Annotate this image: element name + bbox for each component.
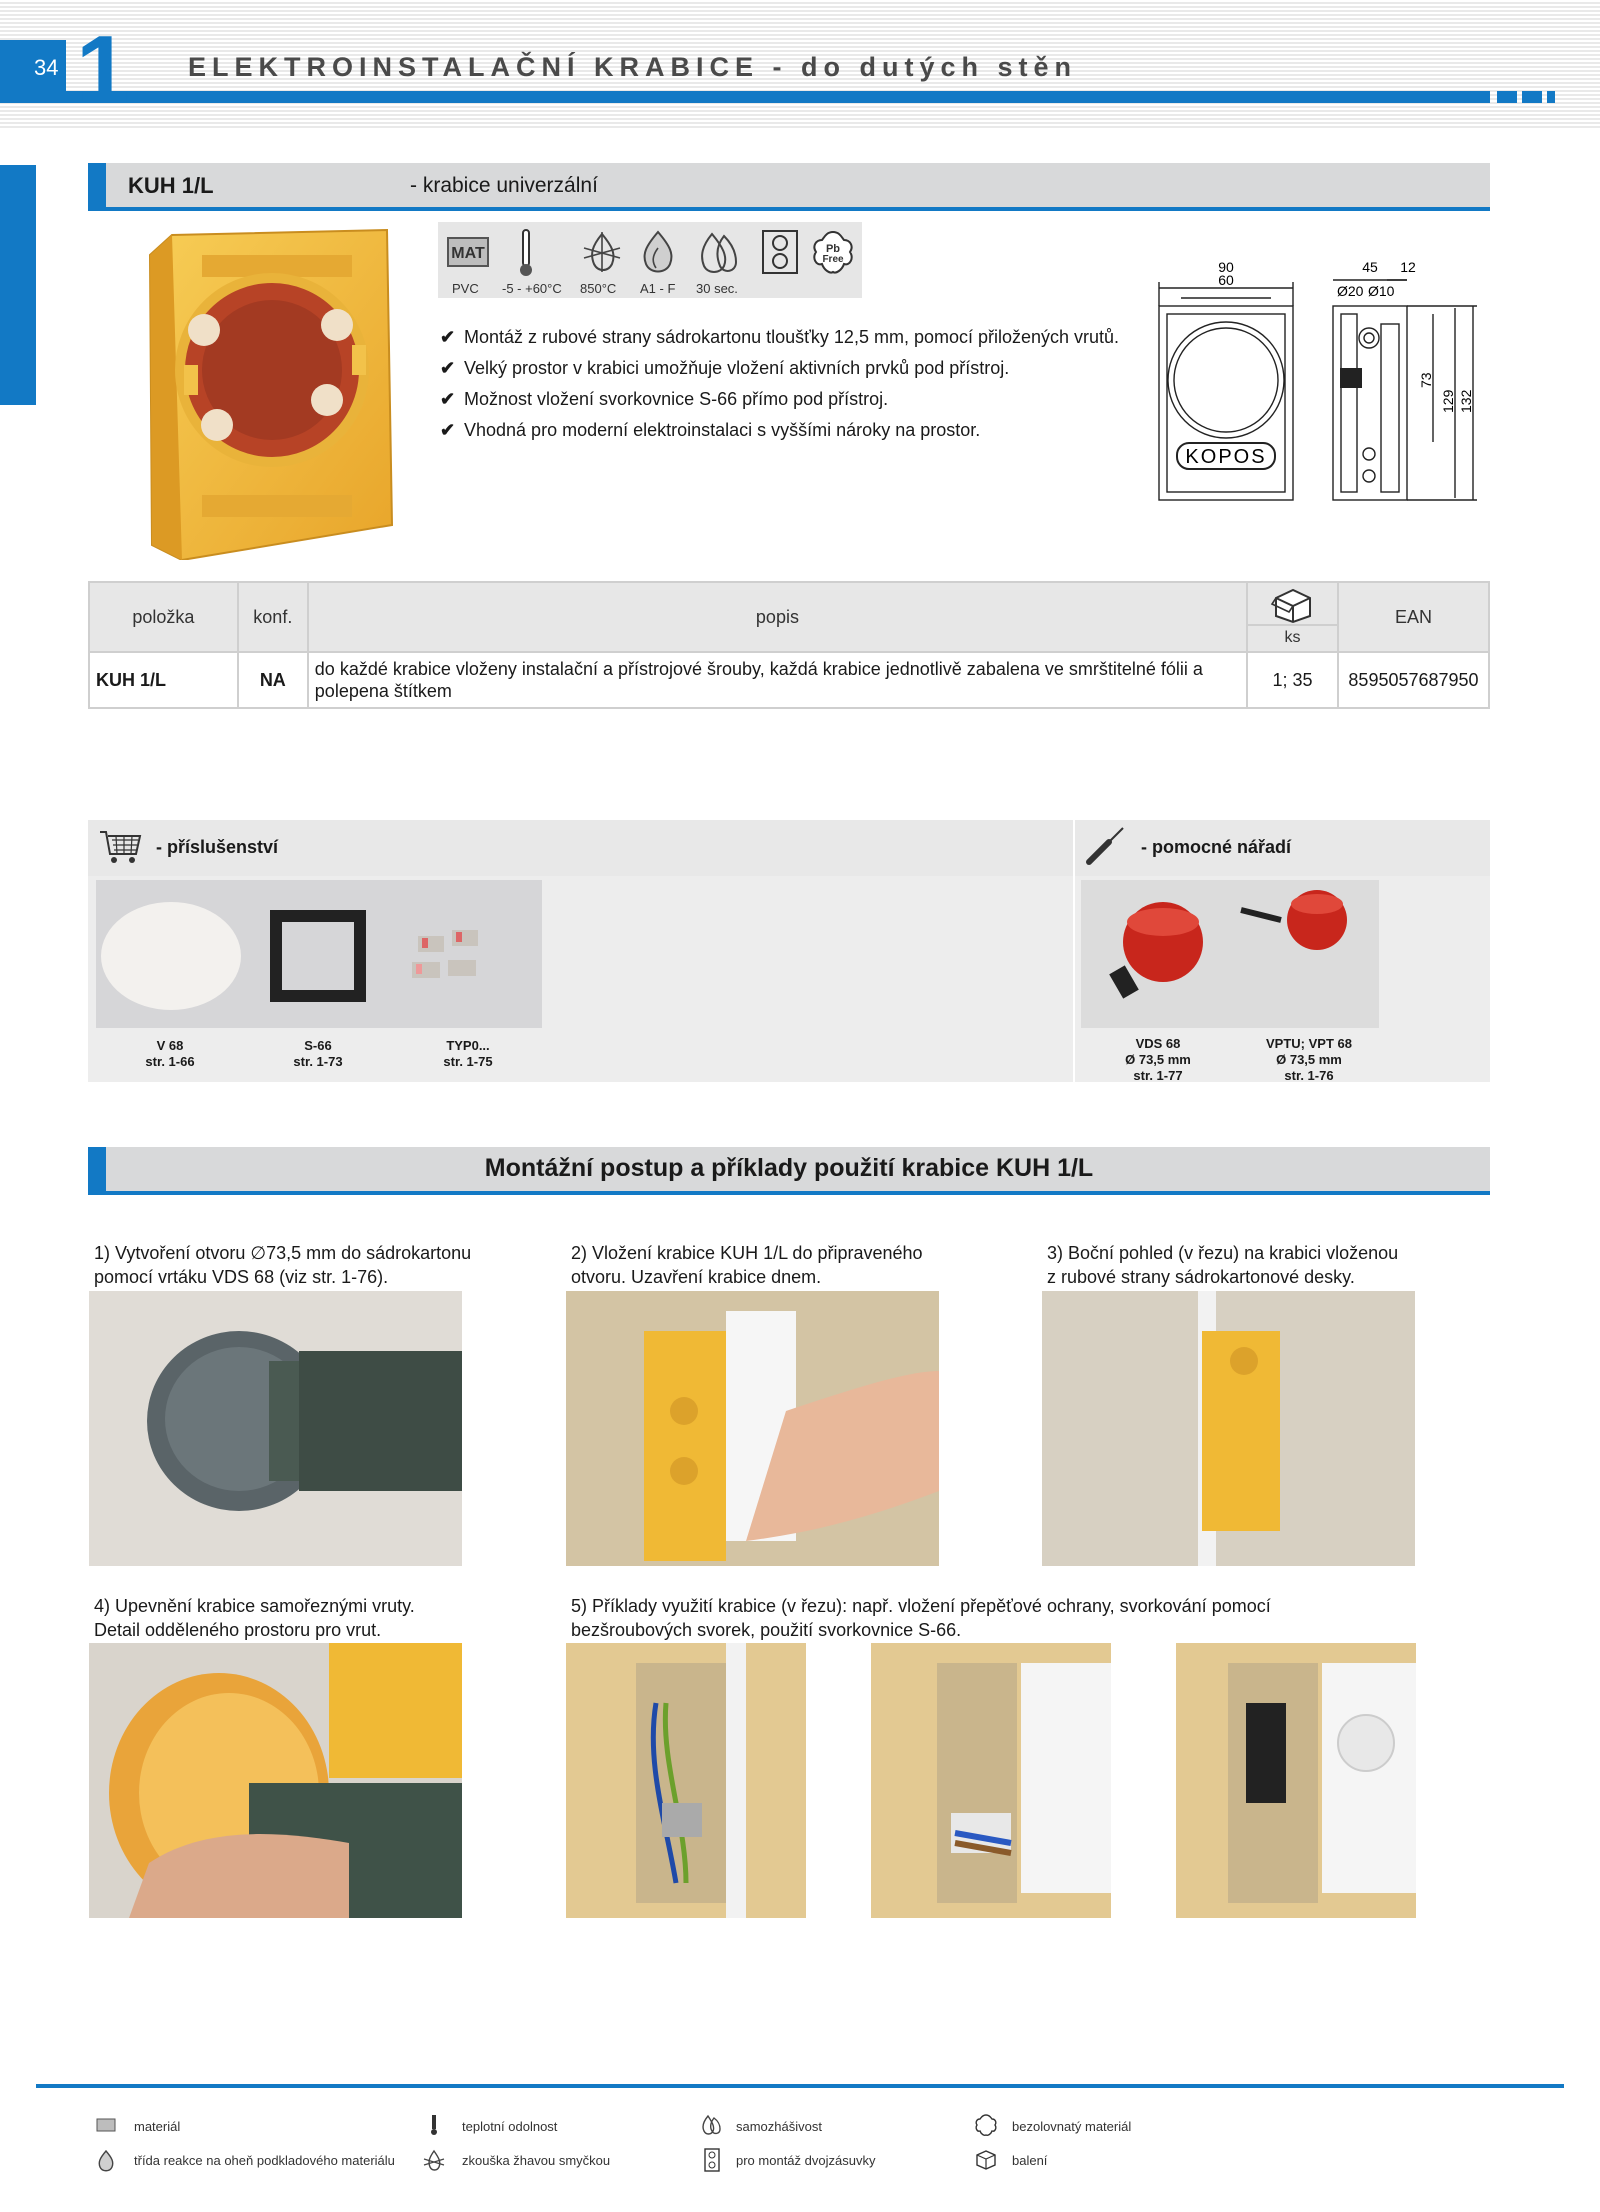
- dim-height-inner: 73: [1418, 372, 1434, 388]
- cell-conf: NA: [238, 652, 308, 708]
- dim-side-width: 45: [1362, 259, 1378, 275]
- hole-saw-vds68-image: [1109, 902, 1203, 999]
- feature-item: [440, 415, 1119, 446]
- assembly-title: Montážní postup a příklady použití krabice KUH 1/L: [484, 1154, 1094, 1182]
- tool-ref: str. 1-76: [1284, 1068, 1334, 1083]
- mat-icon: [444, 228, 492, 276]
- legend-glow-wire: zkouška žhavou smyčkou: [462, 2153, 611, 2168]
- legend-lead-free: bezolovnatý materiál: [1012, 2119, 1132, 2134]
- feature-item: [440, 322, 1119, 353]
- step-caption: [94, 1594, 415, 1642]
- feature-text: Možnost vložení svorkovnice S-66 přímo pod přístroj.: [464, 389, 889, 409]
- dim-side-depth: 12: [1400, 259, 1416, 275]
- double-socket-icon: [760, 228, 800, 276]
- check-icon: ✔: [440, 389, 456, 409]
- step-caption: [94, 1241, 471, 1289]
- accessory-name: TYP0...: [446, 1038, 490, 1053]
- step-line: 1) Vytvoření otvoru ∅73,5 mm do sádrokartonu: [94, 1243, 472, 1263]
- clamps-typ0-image: [412, 930, 478, 978]
- cell-item: KUH 1/L: [89, 652, 238, 708]
- legend-temperature: teplotní odolnost: [462, 2119, 558, 2134]
- terminal-s66-image: [276, 916, 360, 996]
- step-line: z rubové strany sádrokartonové desky.: [1047, 1267, 1355, 1287]
- step-line: bezšroubových svorek, použití svorkovnice S-66.: [571, 1620, 962, 1640]
- tools-body: [1075, 876, 1490, 1082]
- legend-self-extinguish: samozhášivost: [736, 2119, 822, 2134]
- header-square: [1547, 91, 1555, 103]
- header-square: [1522, 91, 1542, 103]
- legend-material: materiál: [134, 2119, 181, 2134]
- dim-height-outer: 132: [1458, 389, 1474, 413]
- tool-caption: [1103, 1036, 1213, 1084]
- accessory-ref: str. 1-73: [293, 1054, 343, 1069]
- tool-name: VPTU; VPT 68: [1266, 1036, 1352, 1051]
- feature-list: [440, 322, 1119, 446]
- flame-icon: [634, 228, 682, 276]
- product-code: KUH 1/L: [128, 173, 214, 198]
- legend-rule: [36, 2084, 1564, 2088]
- accessory-ref: str. 1-75: [443, 1054, 493, 1069]
- thermometer-icon: [430, 2114, 438, 2136]
- product-description: - krabice univerzální: [410, 174, 598, 197]
- feature-text: Velký prostor v krabici umožňuje vložení aktivních prvků pod přístroj.: [464, 358, 1010, 378]
- box-icon: [1270, 586, 1316, 624]
- spec-label-glow-wire: 850°C: [580, 281, 617, 296]
- accessory-name: S-66: [304, 1038, 332, 1053]
- tool-name: VDS 68: [1135, 1036, 1181, 1051]
- dim-hole-small: Ø10: [1368, 283, 1395, 299]
- feature-item: [440, 353, 1119, 384]
- feature-item: [440, 384, 1119, 415]
- legend-packaging: balení: [1012, 2153, 1048, 2168]
- accessories-title: - příslušenství: [156, 837, 279, 857]
- step5c-photo: [1176, 1643, 1416, 1918]
- spec-label-extinguish: 30 sec.: [696, 281, 738, 296]
- thermometer-icon: [516, 228, 536, 278]
- double-socket-icon: [704, 2148, 720, 2172]
- product-table: [88, 581, 1490, 709]
- step5b-photo: [871, 1643, 1111, 1918]
- accessories-body: [88, 876, 1073, 1082]
- step2-photo: [566, 1291, 939, 1566]
- step-line: 4) Upevnění krabice samořeznými vruty.: [94, 1596, 415, 1616]
- dim-hole-large: Ø20: [1337, 283, 1364, 299]
- box-icon: [974, 2148, 998, 2170]
- pb-text: Pb: [825, 243, 841, 255]
- step-line: 3) Boční pohled (v řezu) na krabici vloženou: [1047, 1243, 1399, 1263]
- step-line: otvoru. Uzavření krabice dnem.: [571, 1267, 822, 1287]
- accessory-caption: [420, 1038, 516, 1070]
- screwdriver-icon: [1083, 824, 1127, 868]
- cell-qty: 1; 35: [1247, 652, 1338, 708]
- feature-text: Vhodná pro moderní elektroinstalaci s vyššími nároky na prostor.: [464, 420, 981, 440]
- glow-wire-icon: [422, 2149, 446, 2173]
- step-line: pomocí vrtáku VDS 68 (viz str. 1-76).: [94, 1267, 389, 1287]
- step-caption: [1047, 1241, 1398, 1289]
- table-row: [89, 652, 1489, 708]
- tool-ref: str. 1-77: [1133, 1068, 1183, 1083]
- glow-wire-icon: [578, 228, 626, 276]
- free-text: Free: [822, 254, 844, 265]
- spec-label-temperature: -5 - +60°C: [502, 281, 562, 296]
- product-header-bar: [88, 163, 1490, 211]
- shopping-cart-icon: [98, 828, 142, 866]
- step5a-photo: [566, 1643, 806, 1918]
- spec-icons-strip: [438, 222, 862, 298]
- accessory-name: V 68: [156, 1038, 184, 1053]
- tools-panel: [1075, 820, 1490, 1082]
- check-icon: ✔: [440, 358, 456, 378]
- mat-icon: [96, 2118, 116, 2132]
- step1-photo: [89, 1291, 462, 1566]
- table-header-row: [89, 582, 1489, 652]
- accessories-panel: [88, 820, 1073, 1082]
- side-tab: [0, 165, 36, 405]
- technical-drawing: [1155, 258, 1495, 508]
- spec-label-fire-class: A1 - F: [640, 281, 676, 296]
- chapter-number: 1: [76, 16, 130, 123]
- dim-height-mid: 129: [1440, 389, 1456, 413]
- brand-logo-text: KOPOS: [1185, 446, 1267, 468]
- step-line: 5) Příklady využití krabice (v řezu): např. vložení přepěťové ochrany, svorkování pomocí: [571, 1596, 1271, 1616]
- self-extinguish-icon: [694, 228, 742, 276]
- header-rule: [0, 91, 1490, 103]
- tool-caption: [1247, 1036, 1371, 1084]
- step4-photo: [89, 1643, 462, 1918]
- dim-front-inner: 60: [1218, 272, 1234, 288]
- legend-fire-class: třída reakce na oheň podkladového materiálu: [134, 2153, 395, 2168]
- header-square: [1497, 91, 1517, 103]
- header-desc: popis: [308, 582, 1247, 652]
- header-conf: konf.: [238, 582, 308, 652]
- header-ean: EAN: [1338, 582, 1489, 652]
- accessory-caption: [270, 1038, 366, 1070]
- mat-icon-text: MAT: [451, 245, 485, 262]
- step-caption: [571, 1241, 923, 1289]
- cell-ean: 8595057687950: [1338, 652, 1489, 708]
- hole-saw-vptu-image: [1241, 890, 1347, 950]
- cell-desc: do každé krabice vloženy instalační a přístrojové šrouby, každá krabice jednotlivě zabalena ve smrštitelné fólii a polepena štítkem: [308, 652, 1247, 708]
- page-number: 34: [34, 55, 59, 80]
- bar-accent: [88, 163, 106, 207]
- tool-size: Ø 73,5 mm: [1125, 1052, 1191, 1067]
- dim-front-outer: 90: [1218, 259, 1234, 275]
- product-photo: [142, 225, 412, 560]
- tools-photos: [1081, 880, 1379, 1028]
- step-line: 2) Vložení krabice KUH 1/L do připraveného: [571, 1243, 923, 1263]
- header-qty: [1247, 582, 1338, 652]
- page-title: ELEKTROINSTALAČNÍ KRABICE - do dutých stěn: [188, 52, 1077, 82]
- accessories-photos: [96, 880, 542, 1028]
- assembly-header-bar: [88, 1147, 1490, 1195]
- header-qty-unit: ks: [1248, 624, 1337, 650]
- lid-v68-image: [101, 902, 241, 1010]
- self-extinguish-icon: [700, 2114, 722, 2136]
- accessory-caption: [122, 1038, 218, 1070]
- header-item: položka: [89, 582, 238, 652]
- tools-title: - pomocné nářadí: [1141, 837, 1292, 857]
- spec-label-material: PVC: [452, 281, 479, 296]
- pb-free-icon: [974, 2113, 998, 2137]
- accessory-ref: str. 1-66: [145, 1054, 195, 1069]
- pb-free-icon: [810, 228, 856, 276]
- check-icon: ✔: [440, 420, 456, 440]
- step-caption: [571, 1594, 1271, 1642]
- tool-size: Ø 73,5 mm: [1276, 1052, 1342, 1067]
- step-line: Detail odděleného prostoru pro vrut.: [94, 1620, 382, 1640]
- feature-text: Montáž z rubové strany sádrokartonu tloušťky 12,5 mm, pomocí přiložených vrutů.: [464, 327, 1120, 347]
- legend-double-socket: pro montáž dvojzásuvky: [736, 2153, 876, 2168]
- step3-photo: [1042, 1291, 1415, 1566]
- check-icon: ✔: [440, 327, 456, 347]
- flame-icon: [96, 2149, 116, 2173]
